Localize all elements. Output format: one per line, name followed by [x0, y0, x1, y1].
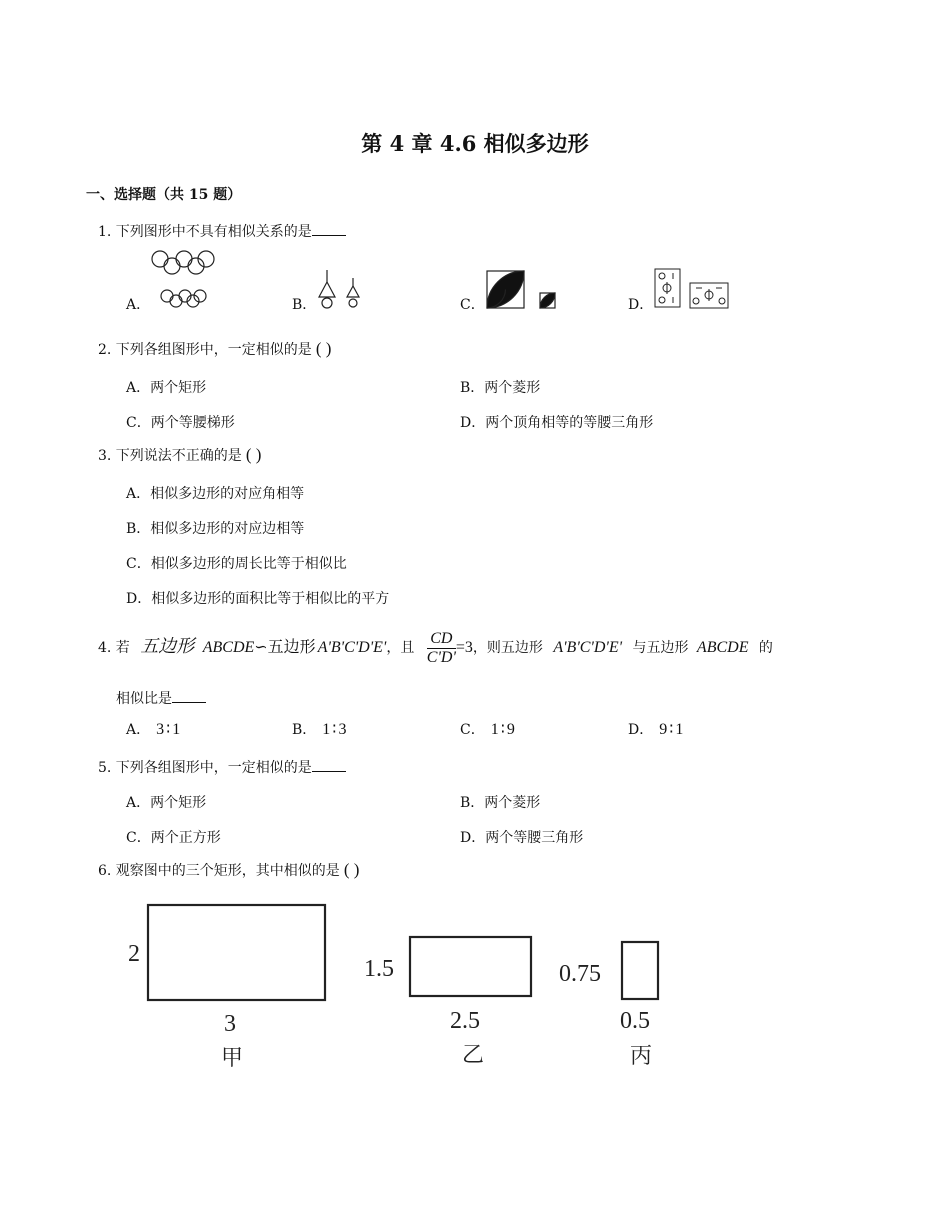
q4-option-b-label: B．	[292, 722, 317, 738]
question-4-stem	[98, 622, 773, 672]
q5-option-d: D．两个等腰三角形	[460, 830, 584, 846]
question-1-text: 1. 下列图形中不具有相似关系的是	[98, 224, 312, 240]
q4-fraction-numerator: CD	[427, 630, 456, 649]
rect-jia-name: 甲	[221, 1046, 244, 1071]
q4-similar-symbol: ∽	[254, 639, 268, 656]
rectangle-jia	[148, 905, 325, 1000]
question-6-stem	[98, 860, 359, 880]
rect-yi-height-label: 1.5	[364, 956, 394, 982]
q4-prefix: 4. 若	[98, 640, 130, 656]
page-title: 第 4 章 4.6 相似多边形	[361, 131, 589, 156]
q1-figure-c-arc-squares	[486, 270, 561, 310]
q4-option-d	[628, 719, 685, 739]
rect-yi-width-label: 2.5	[450, 1008, 480, 1034]
rect-bing-name: 丙	[630, 1044, 653, 1069]
q4-option-b	[292, 719, 348, 739]
q3-option-a: A．相似多边形的对应角相等	[126, 486, 305, 502]
section-heading: 一、选择题（共 15 题）	[86, 187, 242, 203]
q4-option-b-value: 1∶3	[322, 721, 349, 738]
question-5-text: 5. 下列各组图形中，一定相似的是	[98, 760, 312, 776]
q5-option-c: C．两个正方形	[126, 830, 221, 846]
q4-option-a-value: 3∶1	[156, 721, 183, 738]
q1-figure-a-circles	[150, 248, 220, 310]
q3-option-b: B．相似多边形的对应边相等	[126, 521, 305, 537]
q1-option-b-label: B．	[292, 297, 317, 313]
rect-jia-width-label: 3	[224, 1011, 236, 1037]
q1-option-d-label: D．	[628, 297, 654, 313]
question-6-text: 6. 观察图中的三个矩形，其中相似的是	[98, 863, 340, 879]
q5-option-a: A．两个矩形	[126, 795, 207, 811]
rectangle-bing	[622, 942, 658, 999]
q4-option-c	[460, 719, 517, 739]
question-5-stem	[98, 757, 346, 777]
q4-option-c-label: C．	[460, 722, 485, 738]
q4-abcde-prime: A'B'C'D'E'	[317, 639, 387, 656]
rect-yi-name: 乙	[462, 1043, 485, 1068]
answer-blank	[312, 759, 346, 772]
question-2-text: 2. 下列各组图形中，一定相似的是	[98, 342, 312, 358]
q4-de: 的	[758, 640, 773, 656]
answer-paren: ( )	[343, 860, 360, 879]
q4-pentagon: 五边形	[267, 639, 316, 656]
question-3-stem	[98, 445, 261, 465]
q4-then: ，则五边形	[472, 640, 543, 656]
q4-option-a-label: A．	[126, 722, 151, 738]
q4-option-a	[126, 719, 182, 739]
q4-with: 与五边形	[632, 640, 689, 656]
answer-paren: ( )	[315, 339, 332, 358]
q4-option-d-label: D．	[628, 722, 654, 738]
question-1-stem	[98, 221, 346, 241]
q4-pentagon-italic: 五边形	[140, 636, 195, 656]
q4-equals-3: =3	[455, 639, 473, 656]
q4-line2-text: 相似比是	[116, 691, 172, 707]
q3-option-c: C．相似多边形的周长比等于相似比	[126, 556, 347, 572]
q2-option-a: A．两个矩形	[126, 380, 207, 396]
rect-bing-width-label: 0.5	[620, 1008, 650, 1034]
answer-paren: ( )	[245, 445, 262, 464]
q5-option-b: B．两个菱形	[460, 795, 541, 811]
q4-fraction	[427, 630, 456, 667]
rect-jia-height-label: 2	[128, 941, 140, 967]
q4-abcde: ABCDE	[202, 639, 255, 656]
q2-option-d: D．两个顶角相等的等腰三角形	[460, 415, 654, 431]
q4-and: ，且	[386, 640, 415, 656]
q1-option-a-label: A．	[126, 297, 151, 313]
q1-figure-d-rectangles	[654, 268, 732, 310]
q1-figure-b-pendulums	[314, 268, 364, 310]
question-4-line2	[116, 688, 206, 708]
answer-blank	[312, 223, 346, 236]
q4-abcde-2: ABCDE	[696, 639, 749, 656]
q4-option-c-value: 1∶9	[490, 721, 517, 738]
q2-option-b: B．两个菱形	[460, 380, 541, 396]
q4-fraction-denominator: C'D'	[426, 648, 456, 666]
q3-option-d: D．相似多边形的面积比等于相似比的平方	[126, 591, 390, 607]
answer-blank	[172, 690, 206, 703]
question-2-stem	[98, 339, 331, 359]
q2-option-c: C．两个等腰梯形	[126, 415, 235, 431]
question-3-text: 3. 下列说法不正确的是	[98, 448, 242, 464]
q6-rectangles-figure	[120, 895, 700, 1075]
q1-option-c-label: C．	[460, 297, 485, 313]
q4-abcde-prime-2: A'B'C'D'E'	[553, 639, 623, 656]
rectangle-yi	[410, 937, 531, 996]
q4-option-d-value: 9∶1	[659, 721, 686, 738]
rect-bing-height-label: 0.75	[559, 961, 601, 987]
